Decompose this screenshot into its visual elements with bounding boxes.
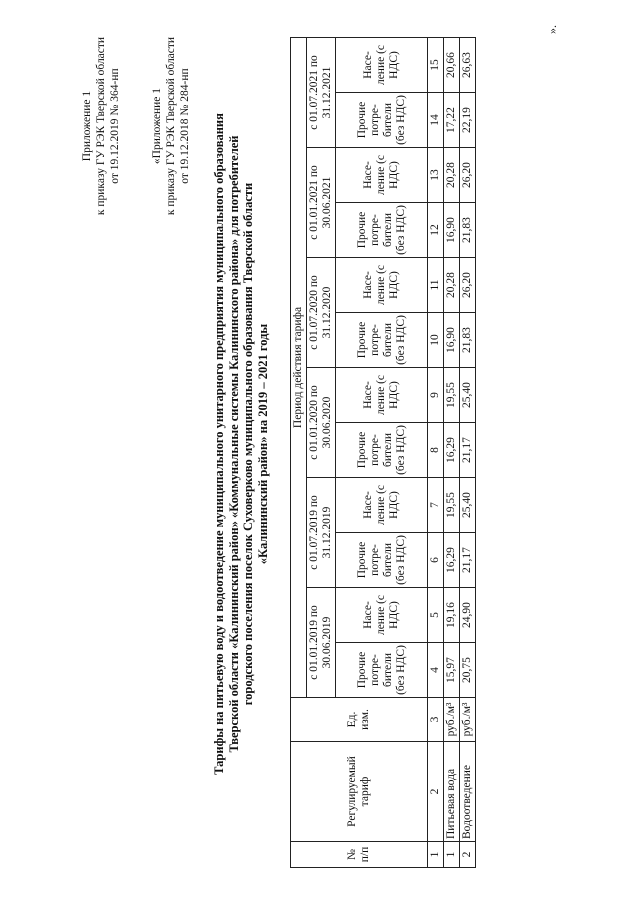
period-header: с 01.01.2021 по 30.06.2021	[307, 148, 336, 258]
index-cell: 1	[428, 842, 444, 868]
subheader-population: Насе-ление (с НДС)	[336, 368, 428, 423]
period-header: с 01.01.2020 по 30.06.2020	[307, 368, 336, 478]
tariff-value: 22,19	[460, 93, 476, 148]
title-line: Тарифы на питьевую воду и водоотведение муниципального унитарного предприятия муниципального образования	[212, 113, 226, 775]
subheader-population: Насе-ление (с НДС)	[336, 258, 428, 313]
document-title	[212, 44, 270, 844]
row-number: 2	[460, 842, 476, 868]
subheader-population: Насе-ление (с НДС)	[336, 588, 428, 643]
tariff-value: 20,75	[460, 643, 476, 698]
subheader-population: Насе-ление (с НДС)	[336, 148, 428, 203]
tariff-value: 19,55	[444, 368, 460, 423]
tariff-value: 21,83	[460, 203, 476, 258]
tariff-value: 26,20	[460, 258, 476, 313]
row-tariff-name: Питьевая вода	[444, 742, 460, 842]
tariff-value: 20,66	[444, 38, 460, 93]
tariff-value: 21,17	[460, 533, 476, 588]
index-cell: 15	[428, 38, 444, 93]
appendix-quoted-reference	[150, 16, 192, 236]
subheader-other: Прочие потре-бители (без НДС)	[336, 203, 428, 258]
header-unit: Ед. изм.	[291, 698, 428, 742]
tariff-value: 25,40	[460, 478, 476, 533]
tariff-value: 16,29	[444, 423, 460, 478]
subheader-other: Прочие потре-бители (без НДС)	[336, 643, 428, 698]
period-header: с 01.01.2019 по 30.06.2019	[307, 588, 336, 698]
tariff-table	[290, 37, 476, 868]
index-cell: 3	[428, 698, 444, 742]
tariff-value: 16,90	[444, 203, 460, 258]
title-line: Тверской области «Калининский район» «Коммунальные системы Калининского района» для потребителей	[226, 135, 241, 753]
tariff-value: 19,16	[444, 588, 460, 643]
appendix-line: Приложение 1	[81, 90, 93, 162]
appendix-line: к приказу ГУ РЭК Тверской области	[95, 36, 107, 216]
header-tariff: Регулируемый тариф	[291, 742, 428, 842]
index-cell: 10	[428, 313, 444, 368]
row-tariff-name: Водоотведение	[460, 742, 476, 842]
tariff-value: 26,20	[460, 148, 476, 203]
tariff-value: 24,90	[460, 588, 476, 643]
header-period: Период действия тарифа	[291, 38, 307, 698]
tariff-value: 15,97	[444, 643, 460, 698]
index-cell: 11	[428, 258, 444, 313]
tariff-value: 16,29	[444, 533, 460, 588]
index-cell: 13	[428, 148, 444, 203]
index-cell: 8	[428, 423, 444, 478]
period-header: с 01.07.2020 по 31.12.2020	[307, 258, 336, 368]
subheader-population: Насе-ление (с НДС)	[336, 38, 428, 93]
tariff-value: 20,28	[444, 148, 460, 203]
subheader-population: Насе-ление (с НДС)	[336, 478, 428, 533]
period-header: с 01.07.2019 по 31.12.2019	[307, 478, 336, 588]
index-cell: 4	[428, 643, 444, 698]
header-no: № п/п	[291, 842, 428, 868]
title-line: «Калининский район» на 2019 – 2021 годы	[255, 323, 270, 565]
appendix-line: от 19.12.2018 № 284-нп	[179, 68, 191, 184]
index-cell: 12	[428, 203, 444, 258]
subheader-other: Прочие потре-бители (без НДС)	[336, 93, 428, 148]
row-number: 1	[444, 842, 460, 868]
appendix-line: от 19.12.2019 № 364-нп	[109, 68, 121, 184]
title-line: городского поселения поселок Суховерково муниципального образования Тверской области	[241, 182, 255, 706]
tariff-value: 21,83	[460, 313, 476, 368]
tariff-value: 21,17	[460, 423, 476, 478]
index-cell: 7	[428, 478, 444, 533]
index-cell: 9	[428, 368, 444, 423]
table-header-row	[291, 38, 307, 868]
tariff-value: 25,40	[460, 368, 476, 423]
closing-quote-mark: ».	[545, 25, 559, 34]
row-unit: руб./м³	[444, 698, 460, 742]
table-row-water	[444, 38, 460, 868]
appendix-line: к приказу ГУ РЭК Тверской области	[165, 36, 177, 216]
table-row-sewerage	[460, 38, 476, 868]
appendix-reference	[80, 16, 122, 236]
tariff-value: 17,22	[444, 93, 460, 148]
index-cell: 6	[428, 533, 444, 588]
index-cell: 5	[428, 588, 444, 643]
row-unit: руб./м³	[460, 698, 476, 742]
tariff-value: 19,55	[444, 478, 460, 533]
index-row	[428, 38, 444, 868]
period-header: с 01.07.2021 по 31.12.2021	[307, 38, 336, 148]
tariff-value: 16,90	[444, 313, 460, 368]
subheader-other: Прочие потре-бители (без НДС)	[336, 313, 428, 368]
index-cell: 2	[428, 742, 444, 842]
tariff-value: 20,28	[444, 258, 460, 313]
index-cell: 14	[428, 93, 444, 148]
tariff-value: 26,63	[460, 38, 476, 93]
subheader-other: Прочие потре-бители (без НДС)	[336, 423, 428, 478]
subheader-other: Прочие потре-бители (без НДС)	[336, 533, 428, 588]
appendix-line: «Приложение 1	[151, 87, 163, 165]
